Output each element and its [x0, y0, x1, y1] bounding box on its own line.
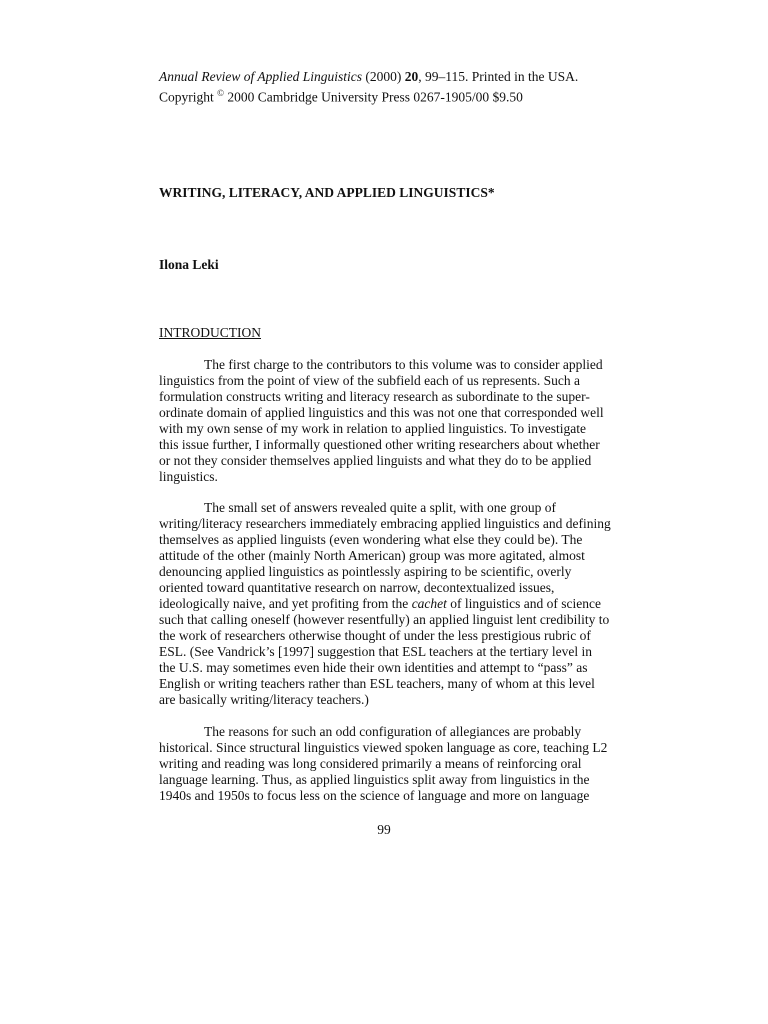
italic-term: cachet	[411, 596, 447, 611]
text-line: such that calling oneself (however resentfully) an applied linguist lent credibility to	[159, 612, 610, 627]
text-line: English or writing teachers rather than ESL teachers, many of whom at this level	[159, 676, 595, 691]
copyright-symbol: ©	[217, 88, 224, 98]
pages-and-print: , 99–115. Printed in the USA.	[418, 69, 579, 84]
text-line: linguistics from the point of view of the subfield each of us represents. Such a	[159, 373, 581, 388]
text-line: oriented toward quantitative research on narrow, decontextualized issues,	[159, 580, 555, 595]
text-line: formulation constructs writing and literacy research as subordinate to the super-	[159, 389, 590, 404]
text-line: ESL. (See Vandrick’s [1997] suggestion that ESL teachers at the tertiary level in	[159, 644, 593, 659]
article-author: Ilona Leki	[159, 257, 219, 272]
text-line: 1940s and 1950s to focus less on the science of language and more on language	[159, 788, 590, 803]
text-line: themselves as applied linguists (even wondering what else they could be). The	[159, 532, 583, 547]
text-line: the U.S. may sometimes even hide their own identities and attempt to “pass” as	[159, 660, 588, 675]
text-line: attitude of the other (mainly North American) group was more agitated, almost	[159, 548, 585, 563]
text-line: the work of researchers otherwise thought of under the less prestigious rubric of	[159, 628, 591, 643]
text-line: writing and reading was long considered primarily a means of reinforcing oral	[159, 756, 582, 771]
copyright-line	[159, 85, 578, 106]
text-line: The small set of answers revealed quite a split, with one group of	[204, 500, 557, 515]
text-line: are basically writing/literacy teachers.)	[159, 692, 369, 707]
text-line: language learning. Thus, as applied linguistics split away from linguistics in the	[159, 772, 590, 787]
text-line: The first charge to the contributors to this volume was to consider applied	[204, 357, 603, 372]
body-paragraph-1	[159, 357, 604, 485]
body-paragraph-3	[159, 724, 608, 804]
text-line: with my own sense of my work in relation to applied linguistics. To investigate	[159, 421, 586, 436]
section-heading-introduction: INTRODUCTION	[159, 325, 261, 340]
text-line	[159, 596, 602, 612]
journal-year: (2000)	[365, 69, 402, 84]
article-title: WRITING, LITERACY, AND APPLIED LINGUISTICS*	[159, 185, 495, 200]
body-paragraph-2	[159, 500, 611, 708]
text-line: or not they consider themselves applied linguists and what they do to be applied	[159, 453, 592, 468]
journal-name: Annual Review of Applied Linguistics	[159, 69, 362, 84]
citation-line	[159, 69, 578, 85]
page-number: 99	[377, 822, 391, 837]
text-line: The reasons for such an odd configuration of allegiances are probably	[204, 724, 582, 739]
text-line: ordinate domain of applied linguistics and this was not one that corresponded well	[159, 405, 604, 420]
journal-volume: 20	[404, 69, 419, 84]
text-line: historical. Since structural linguistics viewed spoken language as core, teaching L2	[159, 740, 608, 755]
copyright-label: Copyright	[159, 89, 214, 105]
citation-header	[159, 69, 578, 106]
text-line: denouncing applied linguistics as pointlessly aspiring to be scientific, overly	[159, 564, 572, 579]
text-segment: of linguistics and of science	[446, 596, 602, 611]
copyright-details: 2000 Cambridge University Press 0267-1905/00 $9.50	[223, 89, 523, 105]
text-line: writing/literacy researchers immediately embracing applied linguistics and defining	[159, 516, 611, 531]
text-line: linguistics.	[159, 469, 218, 484]
text-segment: ideologically naive, and yet profiting from the	[159, 596, 412, 611]
text-line: this issue further, I informally questioned other writing researchers about whether	[159, 437, 600, 452]
